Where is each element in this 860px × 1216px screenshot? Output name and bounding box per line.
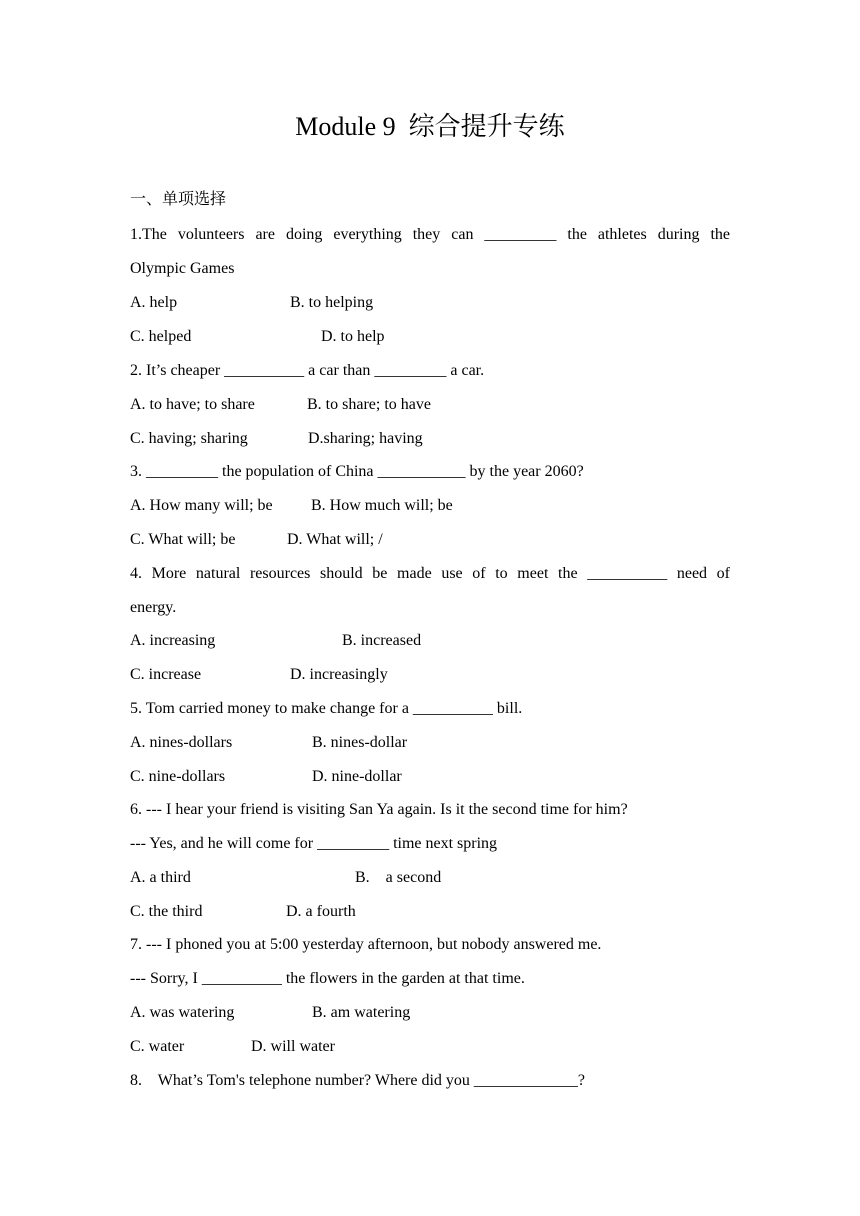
question-7-option-c: C. water xyxy=(130,1038,185,1055)
question-2-option-c: C. having; sharing xyxy=(130,430,248,447)
question-3-option-d: D. What will; / xyxy=(287,531,383,548)
question-2-option-a: A. to have; to share xyxy=(130,396,255,413)
question-4-option-a: A. increasing xyxy=(130,632,216,649)
question-6-option-c: C. the third xyxy=(130,903,203,920)
question-1-stem-line-1: 1.The volunteers are doing everything they can _________ the athletes during the xyxy=(130,226,730,243)
question-4-stem-line-1: 4. More natural resources should be made use of to meet the __________ need of xyxy=(130,565,730,582)
question-7-option-b: B. am watering xyxy=(312,1004,411,1021)
page-title: Module 9 综合提升专练 xyxy=(295,112,565,141)
question-6-option-a: A. a third xyxy=(130,869,191,886)
question-7-option-d: D. will water xyxy=(251,1038,335,1055)
question-3-option-c: C. What will; be xyxy=(130,531,236,548)
question-3-stem: 3. _________ the population of China ___________ by the year 2060? xyxy=(130,463,584,480)
question-3-option-a: A. How many will; be xyxy=(130,497,273,514)
question-3-option-b: B. How much will; be xyxy=(311,497,453,514)
question-5-option-b: B. nines-dollar xyxy=(312,734,408,751)
question-6-option-d: D. a fourth xyxy=(286,903,356,920)
question-4-option-b: B. increased xyxy=(342,632,422,649)
question-1-option-a: A. help xyxy=(130,294,178,311)
question-2-option-b: B. to share; to have xyxy=(307,396,431,413)
question-5-stem: 5. Tom carried money to make change for a __________ bill. xyxy=(130,700,523,717)
question-7-stem-line-2: --- Sorry, I __________ the flowers in the garden at that time. xyxy=(130,970,525,987)
question-5-option-d: D. nine-dollar xyxy=(312,768,402,785)
section-heading: 一、单项选择 xyxy=(130,191,227,208)
question-5-option-c: C. nine-dollars xyxy=(130,768,226,785)
question-2-stem: 2. It’s cheaper __________ a car than _________ a car. xyxy=(130,362,485,379)
question-1-stem-line-2: Olympic Games xyxy=(130,260,235,277)
question-2-option-d: D.sharing; having xyxy=(308,430,423,447)
question-6-stem-line-2: --- Yes, and he will come for _________ time next spring xyxy=(130,835,498,852)
question-7-option-a: A. was watering xyxy=(130,1004,235,1021)
question-1-option-d: D. to help xyxy=(321,328,385,345)
question-6-stem-line-1: 6. --- I hear your friend is visiting San Ya again. Is it the second time for him? xyxy=(130,801,628,818)
question-1-option-b: B. to helping xyxy=(290,294,374,311)
question-5-option-a: A. nines-dollars xyxy=(130,734,233,751)
question-4-stem-line-2: energy. xyxy=(130,599,177,616)
question-4-option-d: D. increasingly xyxy=(290,666,388,683)
question-6-option-b: B. a second xyxy=(355,869,442,886)
question-7-stem-line-1: 7. --- I phoned you at 5:00 yesterday afternoon, but nobody answered me. xyxy=(130,936,602,953)
question-8-stem: 8. What’s Tom's telephone number? Where did you _____________? xyxy=(130,1072,586,1089)
question-4-option-c: C. increase xyxy=(130,666,202,683)
question-1-option-c: C. helped xyxy=(130,328,192,345)
